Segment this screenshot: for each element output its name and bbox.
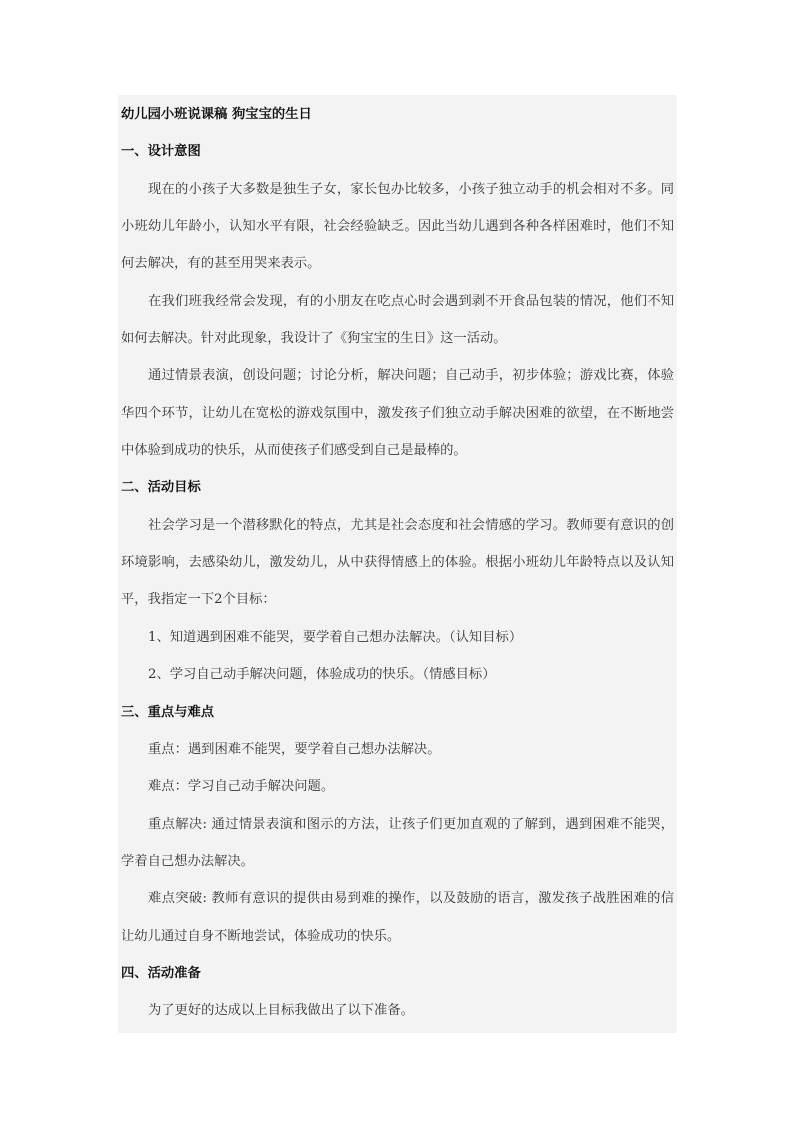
paragraph-line: 环境影响，去感染幼儿，激发幼儿，从中获得情感上的体验。根据小班幼儿年龄特点以及认知 [121, 555, 674, 571]
paragraph-line: 学着自己想办法解决。 [121, 853, 254, 869]
document-title: 幼儿园小班说课稿 狗宝宝的生日 [121, 107, 312, 122]
paragraph-line: 社会学习是一个潜移默化的特点，尤其是社会态度和社会情感的学习。教师要有意识的创 [148, 517, 674, 533]
paragraph-line: 为了更好的达成以上目标我做出了以下准备。 [148, 1003, 414, 1019]
paragraph-line: 难点：学习自己动手解决问题。 [148, 779, 335, 795]
paragraph-line: 1、知道遇到困难不能哭，要学着自己想办法解决。（认知目标） [148, 629, 523, 645]
paragraph-line: 何去解决，有的甚至用哭来表示。 [121, 256, 321, 272]
section-heading: 一、设计意图 [121, 144, 201, 160]
paragraph-line: 现在的小孩子大多数是独生子女，家长包办比较多，小孩子独立动手的机会相对不多。同 [148, 181, 674, 197]
paragraph-line: 重点：遇到困难不能哭，要学着自己想办法解决。 [148, 741, 441, 757]
section-heading: 三、重点与难点 [121, 704, 215, 720]
paragraph-line: 通过情景表演，创设问题；讨论分析，解决问题；自己动手，初步体验；游戏比赛，体验 [148, 368, 674, 384]
section-heading: 二、活动目标 [121, 480, 201, 496]
paragraph-line: 小班幼儿年龄小，认知水平有限，社会经验缺乏。因此当幼儿遇到各种各样困难时，他们不知 [121, 219, 674, 235]
paragraph-line: 让幼儿通过自身不断地尝试，体验成功的快乐。 [121, 928, 401, 944]
paragraph-line: 2、学习自己动手解决问题，体验成功的快乐。（情感目标） [148, 667, 496, 683]
document-page [118, 95, 677, 1033]
paragraph-line: 难点突破: 教师有意识的提供由易到难的操作，以及鼓励的语言，激发孩子战胜困难的信 [148, 891, 674, 907]
paragraph-line: 华四个环节，让幼儿在宽松的游戏氛围中，激发孩子们独立动手解决困难的欲望，在不断地尝 [121, 405, 674, 421]
section-heading: 四、活动准备 [121, 965, 201, 981]
paragraph-line: 如何去解决。针对此现象，我设计了《狗宝宝的生日》这一活动。 [121, 331, 507, 347]
paragraph-line: 平，我指定一下2个目标： [121, 592, 276, 608]
paragraph-line: 在我们班我经常会发现，有的小朋友在吃点心时会遇到剥不开食品包装的情况，他们不知 [148, 293, 674, 309]
paragraph-line: 重点解决: 通过情景表演和图示的方法，让孩子们更加直观的了解到，遇到困难不能哭， [148, 816, 674, 832]
paragraph-line: 中体验到成功的快乐，从而使孩子们感受到自己是最棒的。 [121, 443, 467, 459]
